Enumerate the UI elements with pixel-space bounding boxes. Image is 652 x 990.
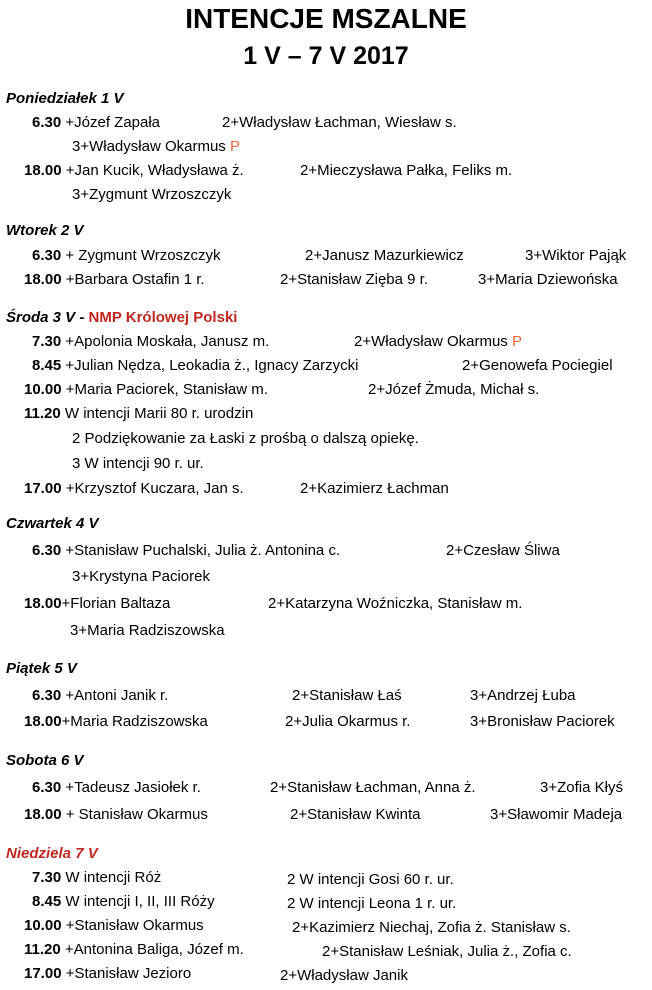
intention-line: 3+Zofia Kłyś	[540, 779, 623, 796]
intention-line: 3+Maria Dziewońska	[478, 271, 618, 288]
intention-line: 6.30 +Józef Zapała	[32, 114, 161, 131]
intention-line: 18.00 +Barbara Ostafin 1 r.	[24, 271, 205, 288]
intention-line: 2+Kazimierz Łachman	[300, 480, 449, 497]
intention-line: 2 W intencji Leona 1 r. ur.	[287, 895, 457, 912]
intention-line: 8.45 W intencji I, II, III Róży	[32, 893, 215, 910]
day-heading: Czwartek 4 V	[6, 515, 99, 532]
page-title: INTENCJE MSZALNE	[185, 3, 467, 34]
intention-line: 6.30 +Antoni Janik r.	[32, 687, 169, 704]
intention-line: 11.20 W intencji Marii 80 r. urodzin	[24, 405, 254, 422]
day-heading: Sobota 6 V	[6, 752, 84, 769]
intention-line: 3+Maria Radziszowska	[70, 622, 225, 639]
intention-line: 3 W intencji 90 r. ur.	[72, 455, 204, 472]
intention-line: 18.00 +Jan Kucik, Władysława ż.	[24, 162, 244, 179]
intention-line: 10.00 +Stanisław Okarmus	[24, 917, 204, 934]
intention-line: 2+Władysław Janik	[280, 967, 408, 984]
intention-line: 2+Kazimierz Niechaj, Zofia ż. Stanisław s.	[292, 919, 571, 936]
intention-line: 18.00 + Stanisław Okarmus	[24, 806, 208, 823]
intention-line: 7.30 +Apolonia Moskała, Janusz m.	[32, 333, 270, 350]
intention-line: 2+Stanisław Łaś	[292, 687, 402, 704]
intention-line: 3+Andrzej Łuba	[470, 687, 576, 704]
intention-line: 3+Zygmunt Wrzoszczyk	[72, 186, 232, 203]
intention-line: 2+Stanisław Zięba 9 r.	[280, 271, 429, 288]
intention-line: 6.30 +Stanisław Puchalski, Julia ż. Antonina c.	[32, 542, 341, 559]
intention-line: 3+Władysław Okarmus P	[72, 138, 240, 155]
intention-line: 17.00 +Stanisław Jezioro	[24, 965, 192, 982]
intention-line: 18.00+Florian Baltaza	[24, 595, 171, 612]
intention-line: 2+Julia Okarmus r.	[285, 713, 411, 730]
day-heading: Środa 3 V - NMP Królowej Polski	[6, 309, 238, 326]
intention-line: 6.30 +Tadeusz Jasiołek r.	[32, 779, 201, 796]
intention-line: 18.00+Maria Radziszowska	[24, 713, 208, 730]
intention-line: 17.00 +Krzysztof Kuczara, Jan s.	[24, 480, 244, 497]
day-heading: Piątek 5 V	[6, 660, 77, 677]
intention-line: 3+Sławomir Madeja	[490, 806, 623, 823]
intention-line: 2+Władysław Okarmus P	[354, 333, 522, 350]
intention-line: 10.00 +Maria Paciorek, Stanisław m.	[24, 381, 268, 398]
intention-line: 2+Stanisław Kwinta	[290, 806, 421, 823]
intention-line: 2+Stanisław Leśniak, Julia ż., Zofia c.	[322, 943, 572, 960]
intention-line: 7.30 W intencji Róż	[32, 869, 162, 886]
intention-line: 2+Stanisław Łachman, Anna ż.	[270, 779, 476, 796]
day-heading: Wtorek 2 V	[6, 222, 84, 239]
intention-line: 2+Czesław Śliwa	[446, 542, 560, 559]
intention-line: 2+Genowefa Pociegiel	[462, 357, 613, 374]
day-heading: Niedziela 7 V	[6, 845, 98, 862]
intention-line: 2+Janusz Mazurkiewicz	[305, 247, 464, 264]
date-range: 1 V – 7 V 2017	[243, 42, 409, 70]
intention-line: 2+Katarzyna Woźniczka, Stanisław m.	[268, 595, 523, 612]
intention-line: 2+Mieczysława Pałka, Feliks m.	[300, 162, 513, 179]
feast-name: NMP Królowej Polski	[88, 309, 238, 326]
intention-line: 3+Wiktor Pająk	[525, 247, 627, 264]
intention-line: 11.20 +Antonina Baliga, Józef m.	[24, 941, 244, 958]
day-heading: Poniedziałek 1 V	[6, 90, 124, 107]
intention-line: 2+Józef Żmuda, Michał s.	[368, 381, 540, 398]
intention-line: 3+Bronisław Paciorek	[470, 713, 615, 730]
intention-line: 6.30 + Zygmunt Wrzoszczyk	[32, 247, 221, 264]
intention-line: 2 W intencji Gosi 60 r. ur.	[287, 871, 454, 888]
intention-line: 3+Krystyna Paciorek	[72, 568, 210, 585]
intention-line: 2 Podziękowanie za Łaski z prośbą o dalszą opiekę.	[72, 430, 419, 447]
intention-line: 2+Władysław Łachman, Wiesław s.	[222, 114, 457, 131]
intention-line: 8.45 +Julian Nędza, Leokadia ż., Ignacy Zarzycki	[32, 357, 359, 374]
